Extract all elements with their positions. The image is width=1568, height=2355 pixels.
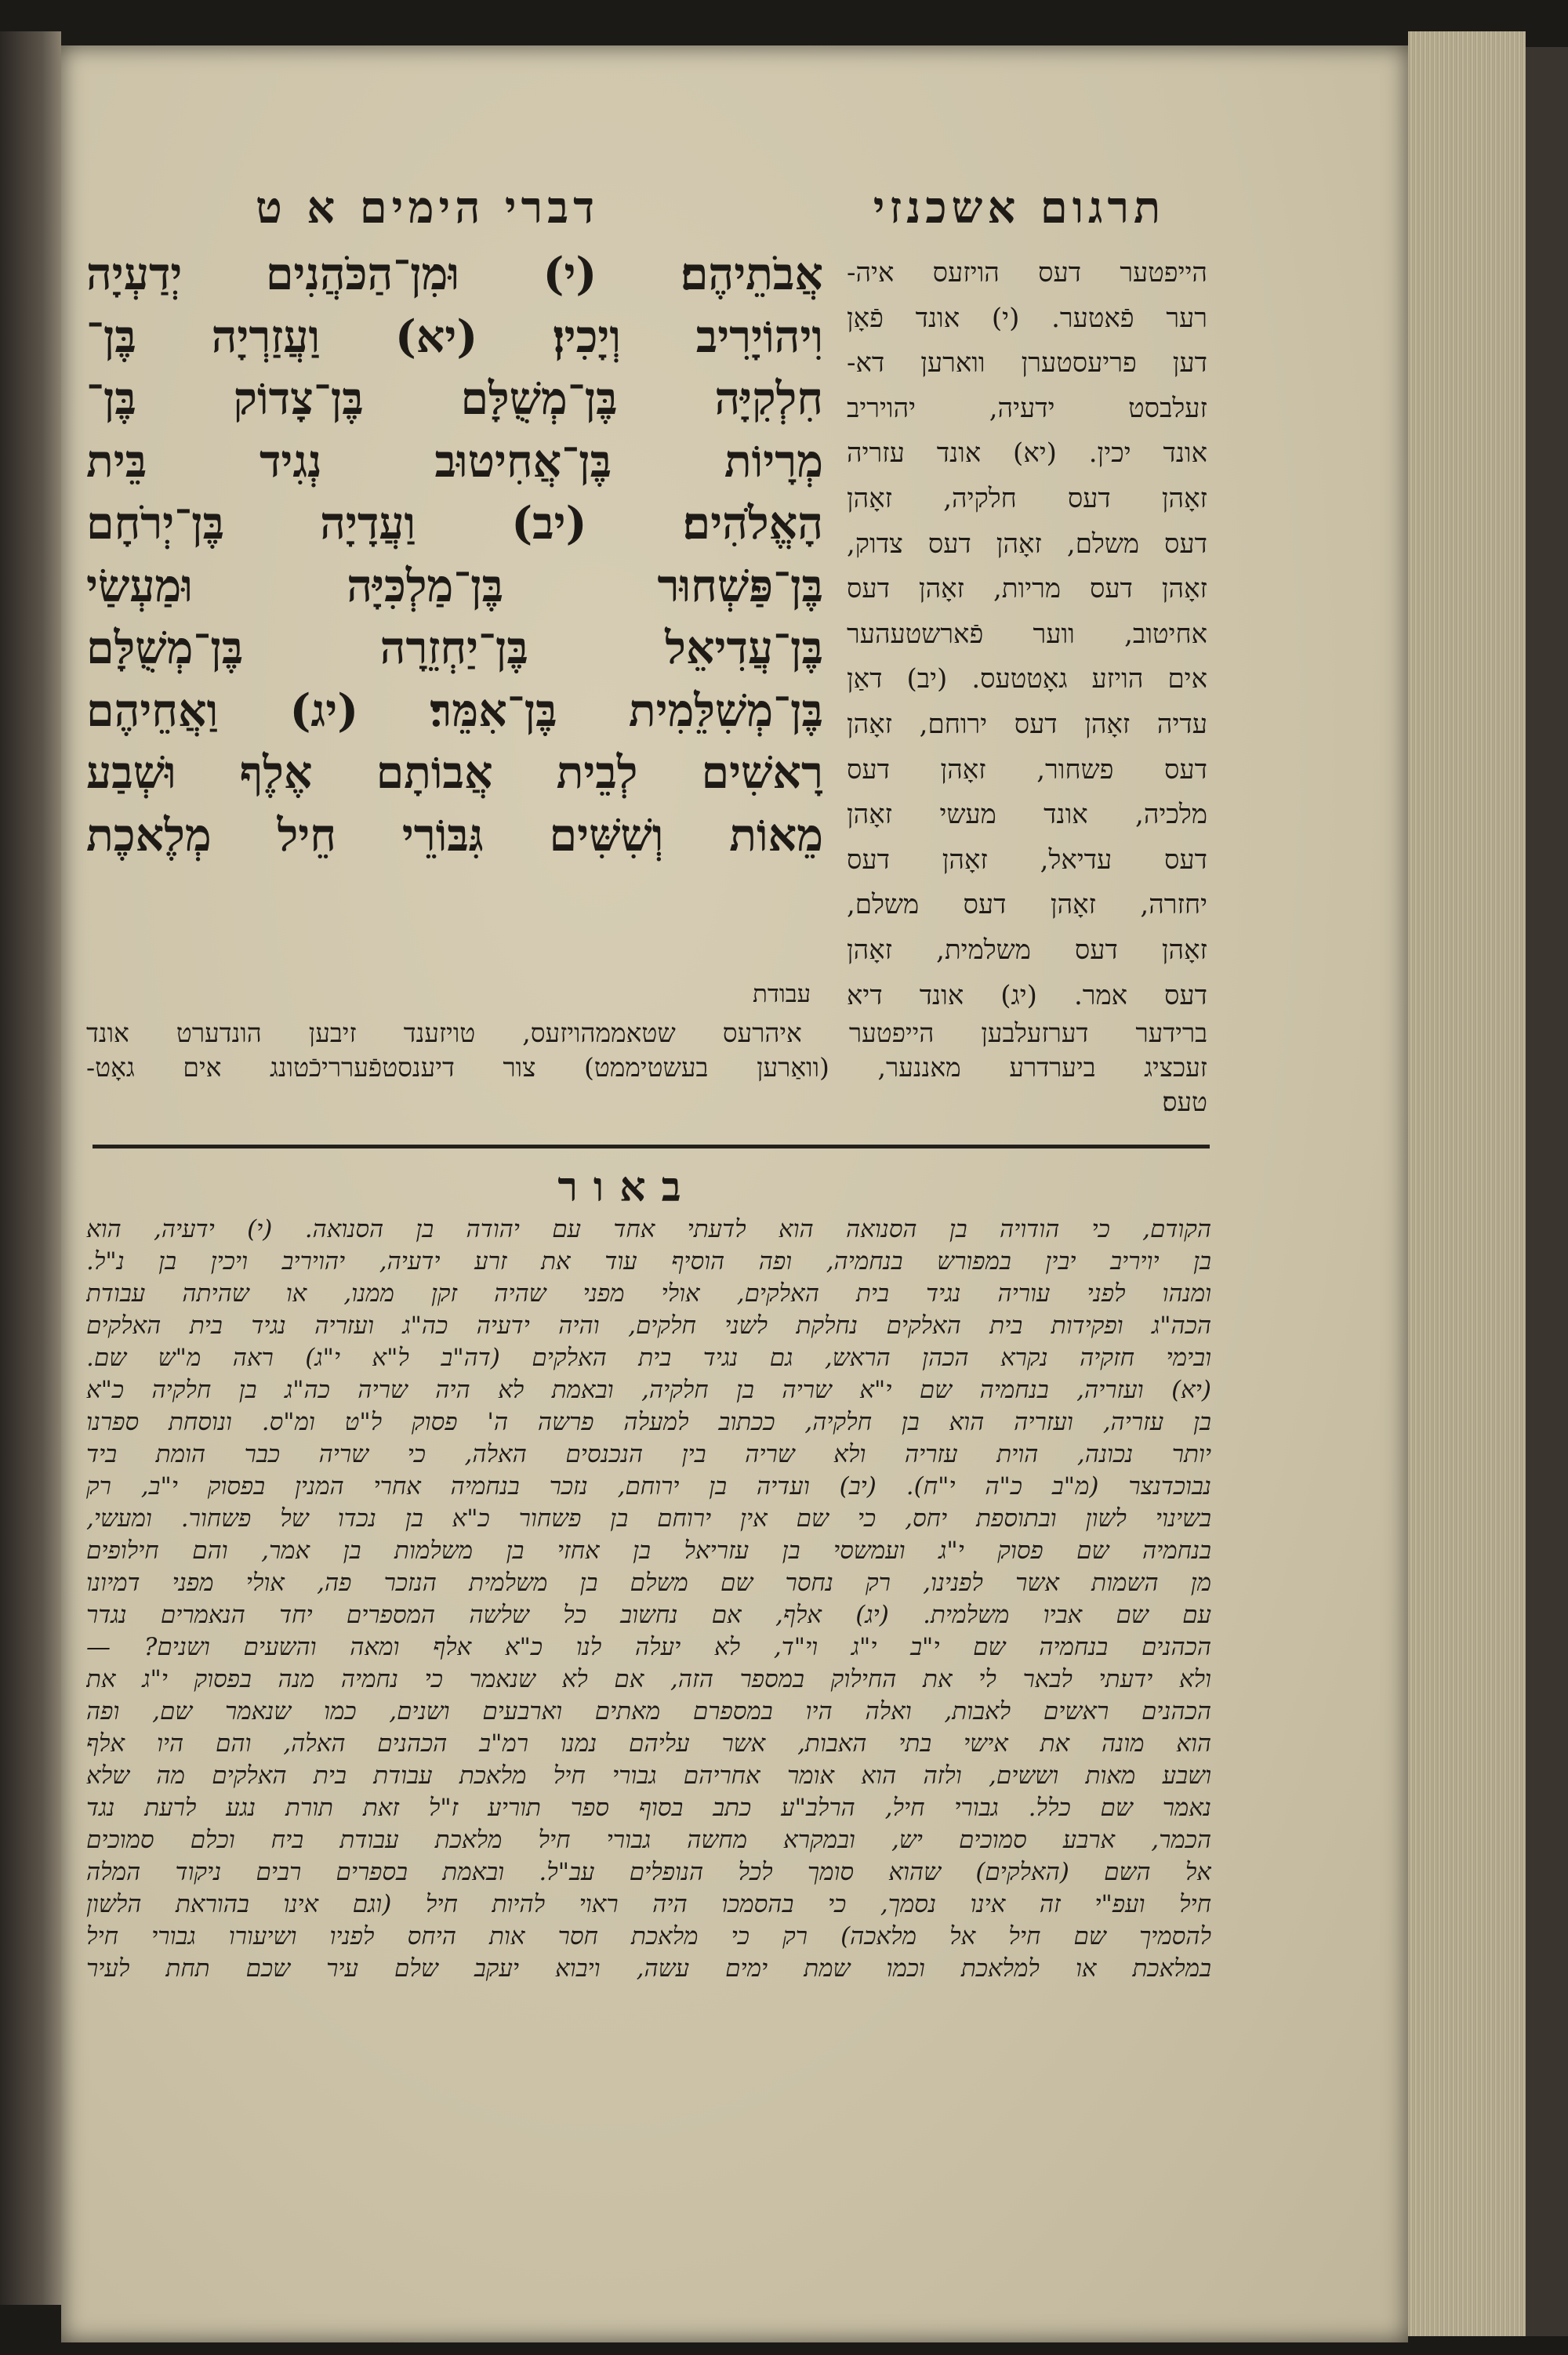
- commentary-text: [86, 1214, 1211, 1985]
- commentary-line: הכה"ג ופקידות בית האלקים נחלקת לשני חלקים, והיה ידעיה כה"ג ועזריה נגיד בית האלקים: [86, 1312, 1211, 1340]
- commentary-line: בשינוי לשון ובתוספת יחס, כי שם אין ירוחם בן פשחור כ"א בן נכדו של פשחור. ומעשי,: [86, 1504, 1211, 1533]
- commentary-line: (יא) ועזריה, בנחמיה שם י"א שריה בן חלקיה, ובאמת לא היה שריה כה"ג בן חלקיה כ"א: [86, 1376, 1211, 1404]
- main-text-line: חִלְקִיָּה בֶּן־מְשֻׁלָּם בֶּן־צָדוֹק בֶּן־: [86, 372, 823, 425]
- translation-full-width: [86, 1016, 1207, 1119]
- translation-column: [847, 251, 1207, 1018]
- commentary-line: ולא ידעתי לבאר לי את החילוק במספר הזה, אם לא שנאמר כי נחמיה מנה בפסוק י"ג את: [86, 1665, 1211, 1693]
- commentary-line: יותר נכונה, הוית עזריה ולא שריה בין הנכנסים האלה, כי שריה כבר הומת ביד: [86, 1440, 1211, 1468]
- commentary-line: הכהנים ראשים לאבות, ואלה היו במספרם מאתים וארבעים ושנים, כמו שנאמר שם, ופה: [86, 1697, 1211, 1725]
- translation-line: זעלבסט ידעיה, יהויריב: [847, 392, 1207, 424]
- translation-line: עדיה זאָהן דעס ירוחם, זאָהן: [847, 708, 1207, 740]
- translation-line: זאָהן דעס חלקיה, זאָהן: [847, 482, 1207, 514]
- main-text-line: מְרָיוֹת בֶּן־אֲחִיטוּב נְגִיד בֵּית: [86, 434, 823, 488]
- running-title-left: דברי הימים א ט: [255, 182, 600, 234]
- commentary-line: אל השם (האלקים) שהוא סומך לכל הנופלים עב"ל. ובאמת בספרים רבים ניקוד המלה: [86, 1858, 1211, 1886]
- main-text-line: בֶּן־עֲדִיאֵל בֶּן־יַחְזֵרָה בֶּן־מְשֻׁלָּם: [86, 622, 823, 674]
- translation-line: זאָהן דעס מריות, זאָהן דעס: [847, 573, 1207, 605]
- translation-line: דעס פשחור, זאָהן דעס: [847, 753, 1207, 786]
- commentary-line: הקודם, כי הודויה בן הסנואה הוא לדעתי אחד עם יהודה בן הסנואה. (י) ידעיה, הוא: [86, 1215, 1211, 1243]
- main-text-line: מֵאוֹת וְשִׁשִּׁים גִּבּוֹרֵי חֵיל מְלֶאכֶת: [86, 808, 823, 862]
- translation-line: אים הויזע גאָטטעס. (יב) דאַן: [847, 663, 1207, 695]
- translation-line: אונד יכין. (יא) אונד עזריה: [847, 437, 1207, 470]
- commentary-line: נאמר שם כלל. גבורי חיל, הרלב"ע כתב בסוף ספר תוריע ז"ל זאת תורת נגע לרעת נגד: [86, 1794, 1211, 1822]
- commentary-line: במלאכת או למלאכת וכמו שמת ימים עשה, ויבוא יעקב שלם עיר שכם תחת לעיר: [86, 1954, 1211, 1983]
- running-title-right: תרגום אשכנזי: [873, 182, 1166, 234]
- commentary-line: הוא מונה את אישי בתי האבות, אשר עליהם נמנו רמ"ב הכהנים האלה, והם היו אלף: [86, 1729, 1211, 1758]
- translation-line: דען פריעסטערן ווארען דא-: [847, 347, 1207, 379]
- main-text-line: רָאשִׁים לְבֵית אֲבוֹתָם אֶלֶף וּשְׁבַע: [86, 746, 823, 799]
- translation-line: אחיטוב, ווער פֿארשטעהער: [847, 618, 1207, 650]
- commentary-line: הכהנים בנחמיה שם י"ב י"ג וי"ד, לא יעלה לנו כ"א אלף ומאה והשעים ושנים? —: [86, 1633, 1211, 1661]
- translation-line: דעס אמר. (יג) אונד דיא: [847, 979, 1207, 1011]
- main-text-line: בֶּן־פַּשְׁחוּר בֶּן־מַלְכִּיָּה וּמַעְשַׂי: [86, 559, 823, 612]
- commentary-line: ושבע מאות וששים, ולזה הוא אומר אחריהם גבורי חיל מלאכת עבודת בית האלקים מה שלא: [86, 1762, 1211, 1790]
- translation-line: יחזרה, זאָהן דעס משלם,: [847, 889, 1207, 921]
- facing-page-edge: [0, 31, 61, 2305]
- catchword: עבודת: [753, 980, 811, 1008]
- commentary-line: להסמיך שם חיל אל מלאכה) רק כי מלאכת חסר אות היחס לפניו ושיעורו גבורי חיל: [86, 1922, 1211, 1950]
- commentary-line: נבוכדנצר (מ"ב כ"ה י"ח). (יב) ועדיה בן ירוחם, נזכר בנחמיה אחרי המנין בפסוק י"ב, רק: [86, 1472, 1211, 1500]
- commentary-line: עם שם אביו משלמית. (יג) אלף, אם נחשוב כל שלשה המספרים יחד הנאמרים נגדר: [86, 1601, 1211, 1629]
- main-text-line: בֶּן־מְשִׁלֵּמִית בֶּן־אִמֵּר׃ (יג) וַאֲחֵיהֶם: [86, 684, 823, 737]
- commentary-line: ומנהו לפני עוריה נגיד בית האלקים, אולי מפני שהיה זקן ממנו, או שהיתה עבודת: [86, 1279, 1211, 1308]
- page-stack-edge: [1408, 31, 1526, 2336]
- main-text-line: אֲבֹתֵיהֶם׃ (י) וּמִן־הַכֹּהֲנִים יְדַעְיָה: [86, 248, 823, 300]
- commentary-line: הכמר, ארבע סמוכים יש, ובמקרא מחשה גבורי חיל מלאכת עבודת ביח וכלם סמוכים: [86, 1826, 1211, 1854]
- translation-full-line: זעכציג ביערדרע מאננער, (וואַרען בעשטיממט) צור דיענסטפֿערריכֿטונג אים גאָט-: [86, 1052, 1207, 1083]
- main-text-line: וִיהוֹיָרִיב וְיָכִין׃ (יא) וַעֲזַרְיָה בֶּן־: [86, 310, 823, 363]
- translation-line: דעס עדיאל, זאָהן דעס: [847, 844, 1207, 876]
- translation-line: רער פֿאטער. (י) אונד פֿאָן: [847, 302, 1207, 334]
- translation-line: דעס משלם, זאָהן דעס צדוק,: [847, 528, 1207, 560]
- commentary-title: באור: [557, 1163, 697, 1211]
- hebrew-main-text: [86, 243, 823, 866]
- book-cover-edge: [1526, 47, 1568, 2336]
- commentary-line: ובימי חזקיה נקרא הכהן הראש, גם נגיד בית האלקים (דה"ב ל"א י"ג) ראה מ"ש שם.: [86, 1344, 1211, 1372]
- translation-full-line: טעס׃: [1162, 1087, 1207, 1117]
- commentary-line: מן השמות אשר לפנינו, רק נחסר שם משלם בן משלמית הנזכר פה, אולי מפני דמיונו: [86, 1569, 1211, 1597]
- translation-full-line: ברידער דערזעלבען הייפטער איהרעס שטאממהויזעס, טויזענד זיבען הונדערט אונד: [86, 1018, 1207, 1048]
- commentary-line: בן יויריב יבין במפורש בנחמיה, ופה הוסיף עוד את זרע ידעיה, יהויריב ויכין בן נ"ל.: [86, 1247, 1211, 1275]
- main-text-line: הָאֱלֹהִים׃ (יב) וַעֲדָיָה בֶּן־יְרֹחָם: [86, 497, 823, 550]
- commentary-line: בן עזריה, ועזריה הוא בן חלקיה, ככתוב למעלה פרשה ה' פסוק ל"ט ומ"ס. ונוסחת ספרנו: [86, 1408, 1211, 1436]
- translation-line: זאָהן דעס משלמית, זאָהן: [847, 934, 1207, 966]
- commentary-line: חיל ועפ"י זה אינו נסמך, כי בהסמכו היה ראוי להיות חיל (וגם אינו בהוראת הלשון: [86, 1890, 1211, 1918]
- section-divider: [93, 1145, 1210, 1148]
- commentary-line: בנחמיה שם פסוק י"ג ועמשסי בן עזריאל בן אחזי בן משלמות בן אמר, והם חילופים: [86, 1537, 1211, 1565]
- translation-line: הייפטער דעס הויזעס איה-: [847, 257, 1207, 288]
- translation-line: מלכיה, אונד מעשי זאָהן: [847, 799, 1207, 831]
